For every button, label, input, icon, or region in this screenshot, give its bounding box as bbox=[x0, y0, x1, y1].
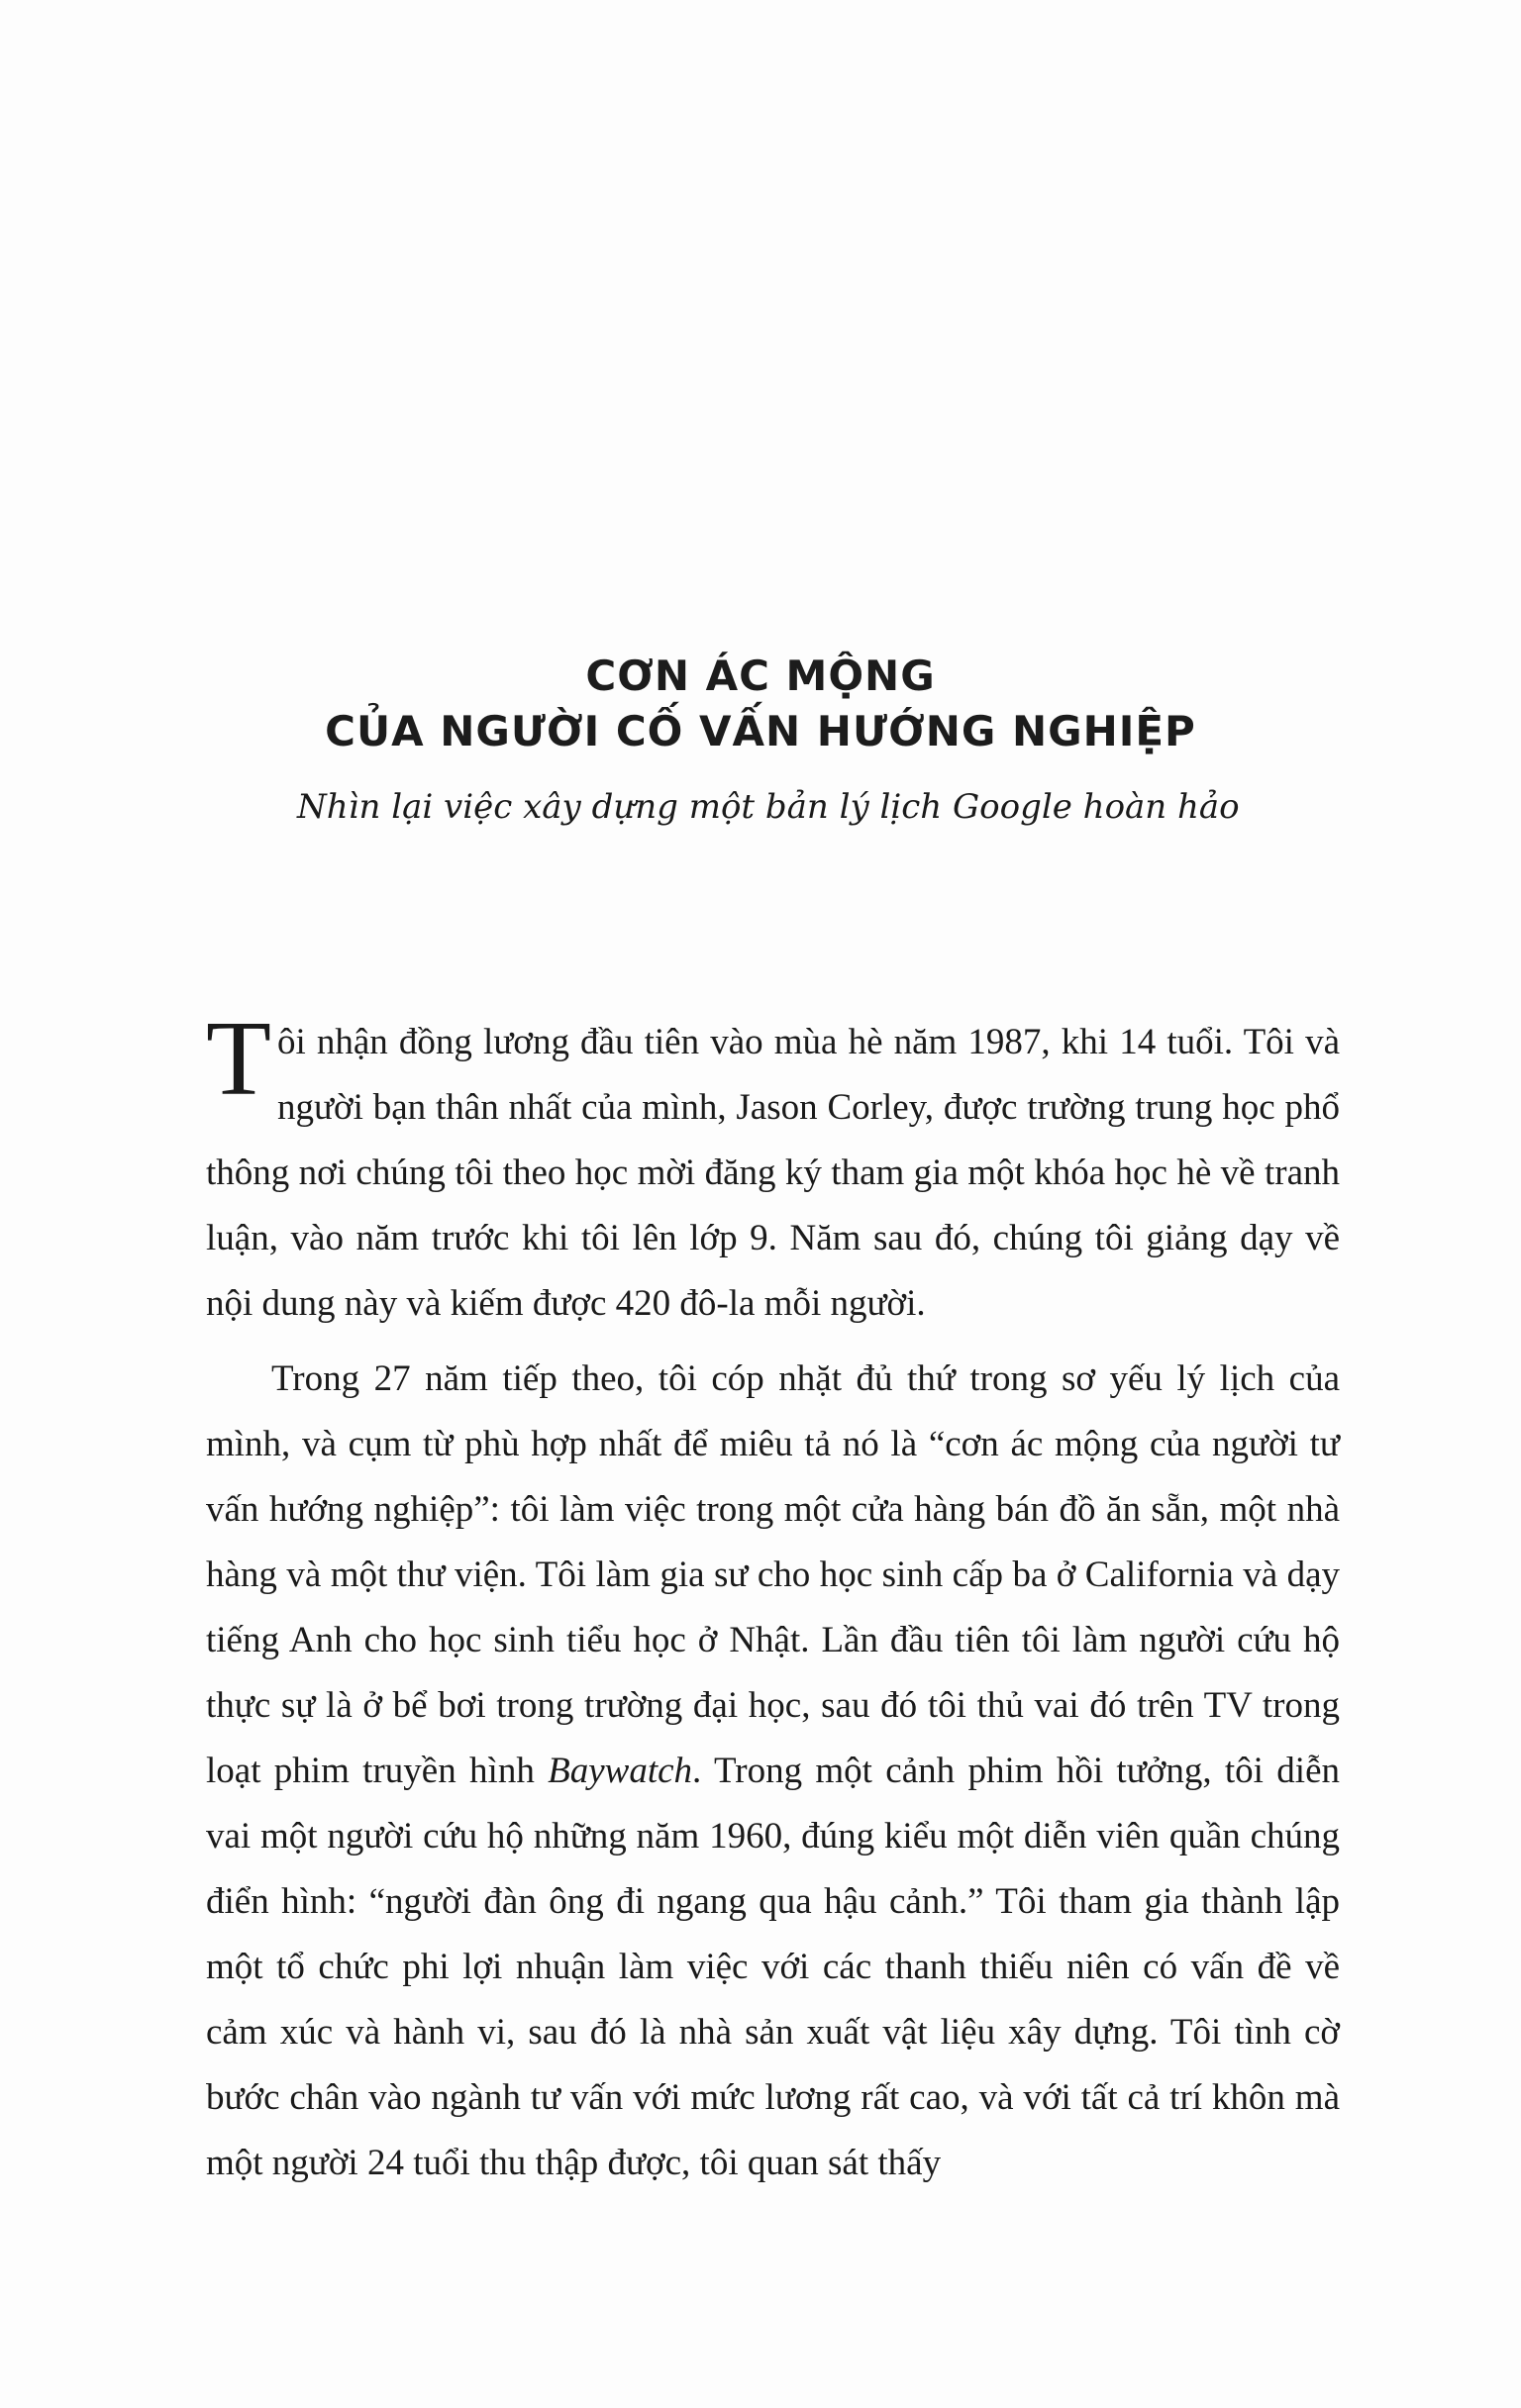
chapter-heading bbox=[0, 649, 1521, 759]
paragraph-2 bbox=[206, 1347, 1340, 2196]
paragraph-2-italic-title: Baywatch bbox=[548, 1751, 693, 1791]
chapter-body bbox=[206, 1000, 1340, 2196]
chapter-title-line-2: CỦA NGƯỜI CỐ VẤN HƯỚNG NGHIỆP bbox=[325, 707, 1196, 755]
paragraph-2-text-end: . Trong một cảnh phim hồi tưởng, tôi diễn vai một người cứu hộ những năm 1960, đúng kiểu một diễn viên quần chúng điển hình: “người đàn ông đi ngang qua hậu cảnh.” Tôi tham gia thành lập một tổ chức phi lợi nhuận làm việc với các thanh thiếu niên có vấn đề về cảm xúc và hành vi, sau đó là nhà sản xuất vật liệu xây dựng. Tôi tình cờ bước chân vào ngành tư vấn với mức lương rất cao, và với tất cả trí khôn mà một người 24 tuổi thu thập được, tôi quan sát thấy bbox=[206, 1751, 1340, 2183]
drop-cap: T bbox=[206, 1000, 271, 1118]
chapter-subtitle: Nhìn lại việc xây dựng một bản lý lịch Google hoàn hảo bbox=[297, 787, 1240, 827]
paragraph-1-text: ôi nhận đồng lương đầu tiên vào mùa hè năm 1987, khi 14 tuổi. Tôi và người bạn thân nhất của mình, Jason Corley, được trường trung học phổ thông nơi chúng tôi theo học mời đăng ký tham gia một khóa học hè về tranh luận, vào năm trước khi tôi lên lớp 9. Năm sau đó, chúng tôi giảng dạy về nội dung này và kiếm được 420 đô-la mỗi người. bbox=[206, 1022, 1340, 1324]
paragraph-2-text-start: Trong 27 năm tiếp theo, tôi cóp nhặt đủ thứ trong sơ yếu lý lịch của mình, và cụm từ phù hợp nhất để miêu tả nó là “cơn ác mộng của người tư vấn hướng nghiệp”: tôi làm việc trong một cửa hàng bán đồ ăn sẵn, một nhà hàng và một thư viện. Tôi làm gia sư cho học sinh cấp ba ở California và dạy tiếng Anh cho học sinh tiểu học ở Nhật. Lần đầu tiên tôi làm người cứu hộ thực sự là ở bể bơi trong trường đại học, sau đó tôi thủ vai đó trên TV trong loạt phim truyền hình bbox=[206, 1358, 1340, 1791]
chapter-title-line-1: CƠN ÁC MỘNG bbox=[585, 652, 936, 700]
paragraph-1 bbox=[206, 1000, 1340, 1337]
